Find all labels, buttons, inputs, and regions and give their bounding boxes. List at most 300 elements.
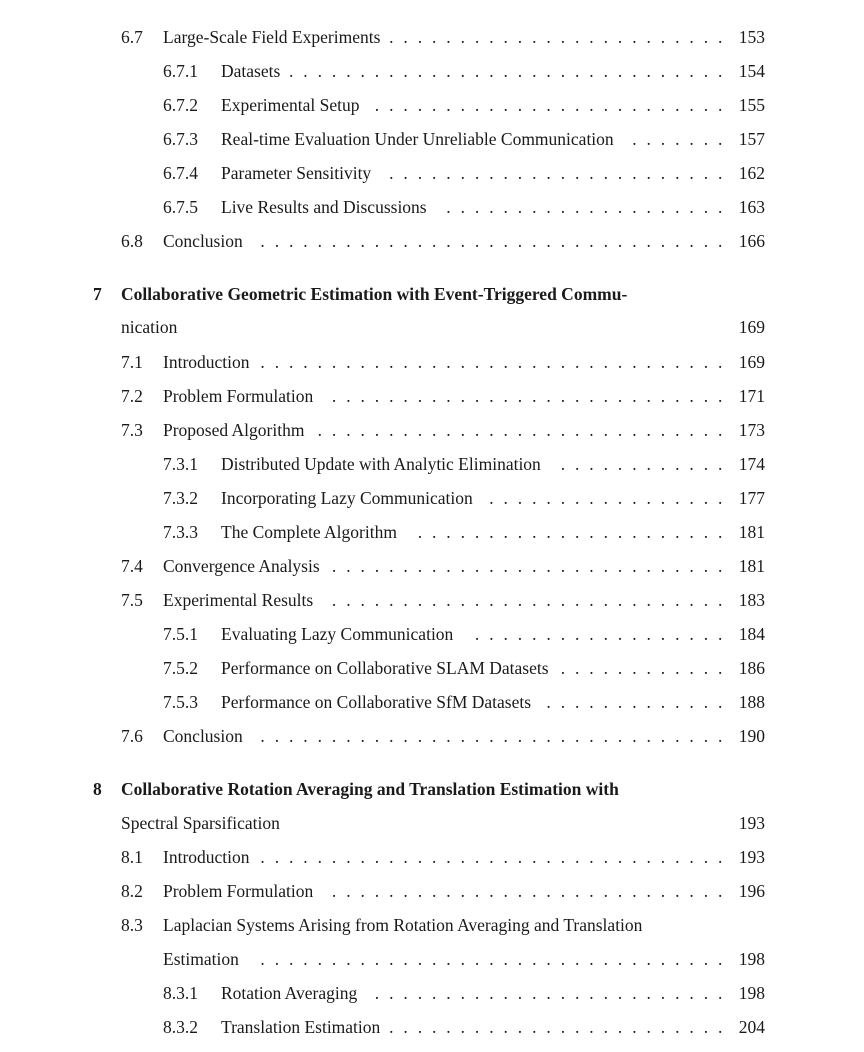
toc-entry[interactable]: [0, 156, 864, 190]
leader-dot: .: [460, 386, 465, 406]
leader-dot: .: [689, 692, 694, 712]
leader-dot: .: [517, 27, 523, 47]
leader-dot: .: [289, 949, 294, 969]
leader-dot: .: [617, 231, 623, 251]
toc-entry[interactable]: [0, 447, 864, 481]
leader-dot: .: [303, 352, 308, 372]
leader-dot: .: [546, 386, 551, 406]
toc-entry-page-number: 198: [738, 949, 765, 969]
toc-entry-number: 6.7.2: [163, 95, 198, 115]
leader-dot: .: [517, 163, 523, 183]
leader-dot: .: [718, 983, 723, 1003]
leader-dot: .: [303, 847, 308, 867]
leader-dot: .: [403, 1017, 408, 1037]
toc-entry[interactable]: [0, 190, 864, 224]
leader-dot: .: [589, 454, 594, 474]
toc-chapter-entry[interactable]: [0, 310, 864, 344]
leader-dot: .: [346, 420, 351, 440]
leader-dot: .: [546, 983, 551, 1003]
toc-entry-title: Distributed Update with Analytic Elimination: [221, 454, 541, 474]
leader-dot: .: [703, 95, 709, 115]
leader-dot: .: [575, 881, 580, 901]
leader-dot: .: [432, 163, 437, 183]
toc-entry-number: 8.3.2: [163, 1017, 198, 1037]
leader-dot: .: [617, 556, 623, 576]
leader-dot: .: [617, 95, 623, 115]
leader-dot: .: [646, 556, 651, 576]
leader-dot: .: [331, 386, 337, 406]
leader-dot: .: [446, 420, 451, 440]
leader-dot: .: [646, 1017, 651, 1037]
leader-dot: .: [589, 488, 594, 508]
leader-dot: .: [575, 95, 580, 115]
leader-dot: .: [603, 27, 608, 47]
leader-dot: .: [689, 197, 694, 217]
leader-dot: .: [603, 949, 608, 969]
leader-dot: .: [546, 61, 551, 81]
leader-dot: .: [603, 658, 608, 678]
leader-dot: .: [517, 847, 523, 867]
toc-chapter-entry[interactable]: [0, 772, 864, 806]
leader-dot: .: [632, 386, 637, 406]
toc-entry-title: Parameter Sensitivity: [221, 163, 372, 183]
leader-dot: .: [446, 847, 451, 867]
leader-dot: .: [432, 420, 437, 440]
toc-entry-title: Incorporating Lazy Communication: [221, 488, 473, 508]
toc-entry-page-number: 153: [738, 27, 765, 47]
leader-dot: .: [718, 658, 723, 678]
toc-entry-page-number: 162: [738, 163, 765, 183]
leader-dot: .: [503, 624, 508, 644]
leader-dot: .: [303, 949, 308, 969]
leader-dot: .: [660, 881, 666, 901]
leader-dot: .: [617, 692, 623, 712]
leader-dot: .: [575, 163, 580, 183]
leader-dot: .: [589, 1017, 594, 1037]
leader-dot: .: [718, 352, 723, 372]
leader-dot: .: [432, 386, 437, 406]
leader-dot: .: [517, 95, 523, 115]
leader-dot: .: [532, 488, 537, 508]
toc-entry[interactable]: [0, 224, 864, 258]
toc-entry[interactable]: [0, 617, 864, 651]
leader-dot: .: [689, 95, 694, 115]
leader-dot: .: [260, 726, 265, 746]
leader-dot: .: [374, 386, 380, 406]
leader-dot: .: [460, 420, 465, 440]
leader-dot: .: [575, 488, 580, 508]
leader-dot: .: [417, 556, 423, 576]
leader-dot: .: [660, 420, 666, 440]
leader-dot: .: [317, 726, 322, 746]
leader-dot: .: [532, 420, 537, 440]
leader-dot: .: [532, 726, 537, 746]
leader-dot: .: [617, 61, 623, 81]
leader-dot: .: [617, 27, 623, 47]
toc-entry-title: Conclusion: [163, 726, 243, 746]
leader-dot: .: [532, 197, 537, 217]
leader-dot: .: [603, 556, 608, 576]
leader-dot: .: [575, 231, 580, 251]
leader-dot: .: [546, 881, 551, 901]
leader-dot: .: [560, 692, 566, 712]
leader-dot: .: [446, 95, 451, 115]
leader-dot: .: [317, 352, 322, 372]
toc-entry-page-number: 155: [738, 95, 765, 115]
toc-entry-title: Real-time Evaluation Under Unreliable Communication: [221, 129, 614, 149]
leader-dot: .: [374, 420, 380, 440]
leader-dot: .: [460, 949, 465, 969]
toc-entry-title: Introduction: [163, 847, 250, 867]
leader-dot: .: [675, 692, 680, 712]
leader-dot: .: [617, 983, 623, 1003]
toc-entry-title: Performance on Collaborative SfM Datasets: [221, 692, 532, 712]
toc-entry[interactable]: [0, 685, 864, 719]
leader-dot: .: [632, 522, 637, 542]
leader-dot: .: [703, 522, 709, 542]
leader-dot: .: [589, 881, 594, 901]
leader-dot: .: [632, 881, 637, 901]
leader-dot: .: [417, 231, 423, 251]
leader-dot: .: [589, 658, 594, 678]
leader-dot: .: [346, 352, 351, 372]
leader-dot: .: [575, 386, 580, 406]
leader-dot: .: [446, 27, 451, 47]
leader-dot: .: [575, 658, 580, 678]
leader-dot: .: [546, 522, 551, 542]
leader-dot: .: [532, 231, 537, 251]
leader-dot: .: [575, 624, 580, 644]
leader-dot: .: [646, 522, 651, 542]
leader-dot: .: [517, 624, 523, 644]
leader-dot: .: [632, 488, 637, 508]
leader-dot: .: [689, 129, 694, 149]
leader-dot: .: [346, 726, 351, 746]
toc-entry[interactable]: [0, 651, 864, 685]
toc-entry[interactable]: [0, 515, 864, 549]
leader-dot: .: [532, 522, 537, 542]
leader-dot: .: [317, 949, 322, 969]
leader-dot: .: [718, 590, 723, 610]
leader-dot: .: [646, 624, 651, 644]
leader-dot: .: [560, 847, 566, 867]
leader-dot: .: [603, 983, 608, 1003]
leader-dot: .: [446, 1017, 451, 1037]
toc-entry[interactable]: [0, 88, 864, 122]
leader-dot: .: [675, 556, 680, 576]
toc-entry-number: 8.1: [121, 847, 143, 867]
leader-dot: .: [646, 420, 651, 440]
toc-entry-number: 6.7: [121, 27, 143, 47]
toc-entry-page-number: 157: [738, 129, 765, 149]
toc-entry[interactable]: [0, 908, 864, 942]
leader-dot: .: [417, 386, 423, 406]
leader-dot: .: [417, 847, 423, 867]
leader-dot: .: [446, 352, 451, 372]
toc-entry-title: Laplacian Systems Arising from Rotation Averaging and Translation: [163, 915, 643, 935]
leader-dot: .: [560, 556, 566, 576]
leader-dot: .: [603, 231, 608, 251]
leader-dot: .: [331, 61, 337, 81]
toc-entry[interactable]: [0, 481, 864, 515]
leader-dot: .: [403, 352, 408, 372]
leader-dot: .: [689, 847, 694, 867]
leader-dot: .: [560, 983, 566, 1003]
leader-dot: .: [503, 95, 508, 115]
leader-dot: .: [603, 590, 608, 610]
leader-dot: .: [432, 949, 437, 969]
leader-dot: .: [675, 352, 680, 372]
leader-dot: .: [346, 61, 351, 81]
leader-dot: .: [446, 590, 451, 610]
leader-dot: .: [374, 231, 380, 251]
leader-dot: .: [360, 386, 365, 406]
leader-dot: .: [432, 556, 437, 576]
leader-dot: .: [675, 881, 680, 901]
toc-entry-page-number: 186: [738, 658, 765, 678]
leader-dot: .: [503, 61, 508, 81]
leader-dot: .: [489, 488, 494, 508]
leader-dot: .: [289, 847, 294, 867]
leader-dot: .: [274, 949, 280, 969]
leader-dot: .: [432, 61, 437, 81]
toc-entry-title: Collaborative Rotation Averaging and Translation Estimation with: [121, 779, 619, 799]
leader-dot: .: [646, 590, 651, 610]
leader-dot: .: [718, 95, 723, 115]
toc-entry[interactable]: [0, 719, 864, 753]
toc-entry[interactable]: [0, 54, 864, 88]
toc-entry[interactable]: [0, 583, 864, 617]
toc-entry-number: 8.3: [121, 915, 143, 935]
leader-dot: .: [718, 420, 723, 440]
leader-dot: .: [389, 95, 394, 115]
toc-entry[interactable]: [0, 345, 864, 379]
leader-dot: .: [503, 522, 508, 542]
leader-dot: .: [532, 881, 537, 901]
leader-dot: .: [632, 1017, 637, 1037]
toc-entry[interactable]: [0, 1010, 864, 1044]
leader-dot: .: [274, 847, 280, 867]
toc-entry-page-number: 169: [738, 352, 765, 372]
leader-dot: .: [532, 624, 537, 644]
toc-entry-number: 7.6: [121, 726, 143, 746]
leader-dot: .: [546, 197, 551, 217]
leader-dot: .: [603, 692, 608, 712]
leader-dot: .: [432, 1017, 437, 1037]
leader-dot: .: [532, 1017, 537, 1037]
leader-dot: .: [646, 454, 651, 474]
leader-dot: .: [389, 420, 394, 440]
leader-dot: .: [718, 61, 723, 81]
leader-dot: .: [589, 197, 594, 217]
leader-dot: .: [489, 522, 494, 542]
leader-dot: .: [689, 488, 694, 508]
leader-dot: .: [589, 522, 594, 542]
toc-entry-number: 7.1: [121, 352, 143, 372]
leader-dot: .: [532, 983, 537, 1003]
toc-entry[interactable]: [0, 874, 864, 908]
leader-dot: .: [617, 197, 623, 217]
leader-dot: .: [460, 197, 465, 217]
leader-dot: .: [503, 847, 508, 867]
leader-dot: .: [675, 590, 680, 610]
leader-dot: .: [517, 590, 523, 610]
leader-dot: .: [575, 590, 580, 610]
leader-dot: .: [446, 949, 451, 969]
leader-dot: .: [675, 129, 680, 149]
leader-dot: .: [675, 95, 680, 115]
leader-dot: .: [560, 488, 566, 508]
leader-dot: .: [460, 231, 465, 251]
leader-dot: .: [660, 983, 666, 1003]
leader-dot: .: [503, 352, 508, 372]
leader-dot: .: [675, 658, 680, 678]
leader-dot: .: [603, 95, 608, 115]
leader-dot: .: [360, 352, 365, 372]
leader-dot: .: [703, 27, 709, 47]
leader-dot: .: [403, 420, 408, 440]
leader-dot: .: [389, 1017, 394, 1037]
leader-dot: .: [660, 590, 666, 610]
leader-dot: .: [560, 231, 566, 251]
leader-dot: .: [260, 949, 265, 969]
leader-dot: .: [603, 61, 608, 81]
leader-dot: .: [575, 522, 580, 542]
leader-dot: .: [532, 95, 537, 115]
leader-dot: .: [560, 163, 566, 183]
toc-entry-title: Rotation Averaging: [221, 983, 358, 1003]
toc-entry[interactable]: [0, 413, 864, 447]
toc-entry-title: nication: [121, 317, 178, 337]
leader-dot: .: [646, 692, 651, 712]
toc-entry-number: 6.7.3: [163, 129, 198, 149]
leader-dot: .: [474, 231, 480, 251]
leader-dot: .: [489, 231, 494, 251]
leader-dot: .: [689, 658, 694, 678]
leader-dot: .: [718, 847, 723, 867]
leader-dot: .: [389, 386, 394, 406]
leader-dot: .: [532, 352, 537, 372]
leader-dot: .: [503, 197, 508, 217]
leader-dot: .: [474, 27, 480, 47]
leader-dot: .: [675, 454, 680, 474]
leader-dot: .: [546, 420, 551, 440]
leader-dot: .: [703, 726, 709, 746]
leader-dot: .: [346, 386, 351, 406]
leader-dot: .: [460, 95, 465, 115]
leader-dot: .: [560, 197, 566, 217]
leader-dot: .: [503, 590, 508, 610]
toc-chapter-entry[interactable]: [0, 277, 864, 311]
leader-dot: .: [660, 163, 666, 183]
toc-entry-title: Convergence Analysis: [163, 556, 320, 576]
leader-dot: .: [575, 1017, 580, 1037]
leader-dot: .: [489, 95, 494, 115]
leader-dot: .: [632, 231, 637, 251]
leader-dot: .: [331, 352, 337, 372]
leader-dot: .: [703, 420, 709, 440]
leader-dot: .: [532, 590, 537, 610]
toc-chapter-entry[interactable]: [0, 806, 864, 840]
toc-entry[interactable]: [0, 942, 864, 976]
leader-dot: .: [703, 231, 709, 251]
leader-dot: .: [360, 556, 365, 576]
leader-dot: .: [403, 163, 408, 183]
leader-dot: .: [689, 352, 694, 372]
leader-dot: .: [632, 61, 637, 81]
leader-dot: .: [589, 624, 594, 644]
leader-dot: .: [603, 488, 608, 508]
leader-dot: .: [675, 624, 680, 644]
leader-dot: .: [317, 420, 322, 440]
leader-dot: .: [603, 522, 608, 542]
leader-dot: .: [389, 590, 394, 610]
leader-dot: .: [331, 847, 337, 867]
leader-dot: .: [617, 726, 623, 746]
leader-dot: .: [546, 624, 551, 644]
leader-dot: .: [703, 61, 709, 81]
toc-entry-page-number: 174: [738, 454, 765, 474]
toc-entry[interactable]: [0, 976, 864, 1010]
leader-dot: .: [589, 231, 594, 251]
toc-entry[interactable]: [0, 840, 864, 874]
toc-entry-title: Proposed Algorithm: [163, 420, 305, 440]
leader-dot: .: [718, 163, 723, 183]
toc-entry-number: 8.2: [121, 881, 143, 901]
leader-dot: .: [646, 95, 651, 115]
leader-dot: .: [603, 1017, 608, 1037]
leader-dot: .: [374, 590, 380, 610]
leader-dot: .: [503, 488, 508, 508]
leader-dot: .: [274, 726, 280, 746]
leader-dot: .: [560, 95, 566, 115]
toc-entry[interactable]: [0, 549, 864, 583]
leader-dot: .: [532, 27, 537, 47]
leader-dot: .: [660, 556, 666, 576]
toc-entry[interactable]: [0, 379, 864, 413]
leader-dot: .: [675, 983, 680, 1003]
toc-entry[interactable]: [0, 20, 864, 54]
leader-dot: .: [589, 949, 594, 969]
leader-dot: .: [331, 556, 337, 576]
leader-dot: .: [289, 726, 294, 746]
leader-dot: .: [646, 231, 651, 251]
leader-dot: .: [417, 27, 423, 47]
leader-dot: .: [560, 1017, 566, 1037]
leader-dot: .: [489, 27, 494, 47]
leader-dot: .: [532, 556, 537, 576]
leader-dot: .: [474, 726, 480, 746]
leader-dot: .: [389, 61, 394, 81]
leader-dot: .: [432, 847, 437, 867]
leader-dot: .: [274, 231, 280, 251]
toc-entry-page-number: 171: [738, 386, 765, 406]
leader-dot: .: [546, 692, 551, 712]
toc-entry[interactable]: [0, 122, 864, 156]
leader-dot: .: [646, 163, 651, 183]
leader-dot: .: [417, 983, 423, 1003]
leader-dot: .: [446, 556, 451, 576]
leader-dot: .: [703, 197, 709, 217]
leader-dot: .: [689, 949, 694, 969]
leader-dot: .: [489, 590, 494, 610]
leader-dot: .: [474, 881, 480, 901]
toc-entry-title: Collaborative Geometric Estimation with Event-Triggered Commu-: [121, 284, 628, 304]
leader-dot: .: [718, 386, 723, 406]
leader-dot: .: [289, 61, 294, 81]
leader-dot: .: [374, 847, 380, 867]
leader-dot: .: [374, 95, 380, 115]
